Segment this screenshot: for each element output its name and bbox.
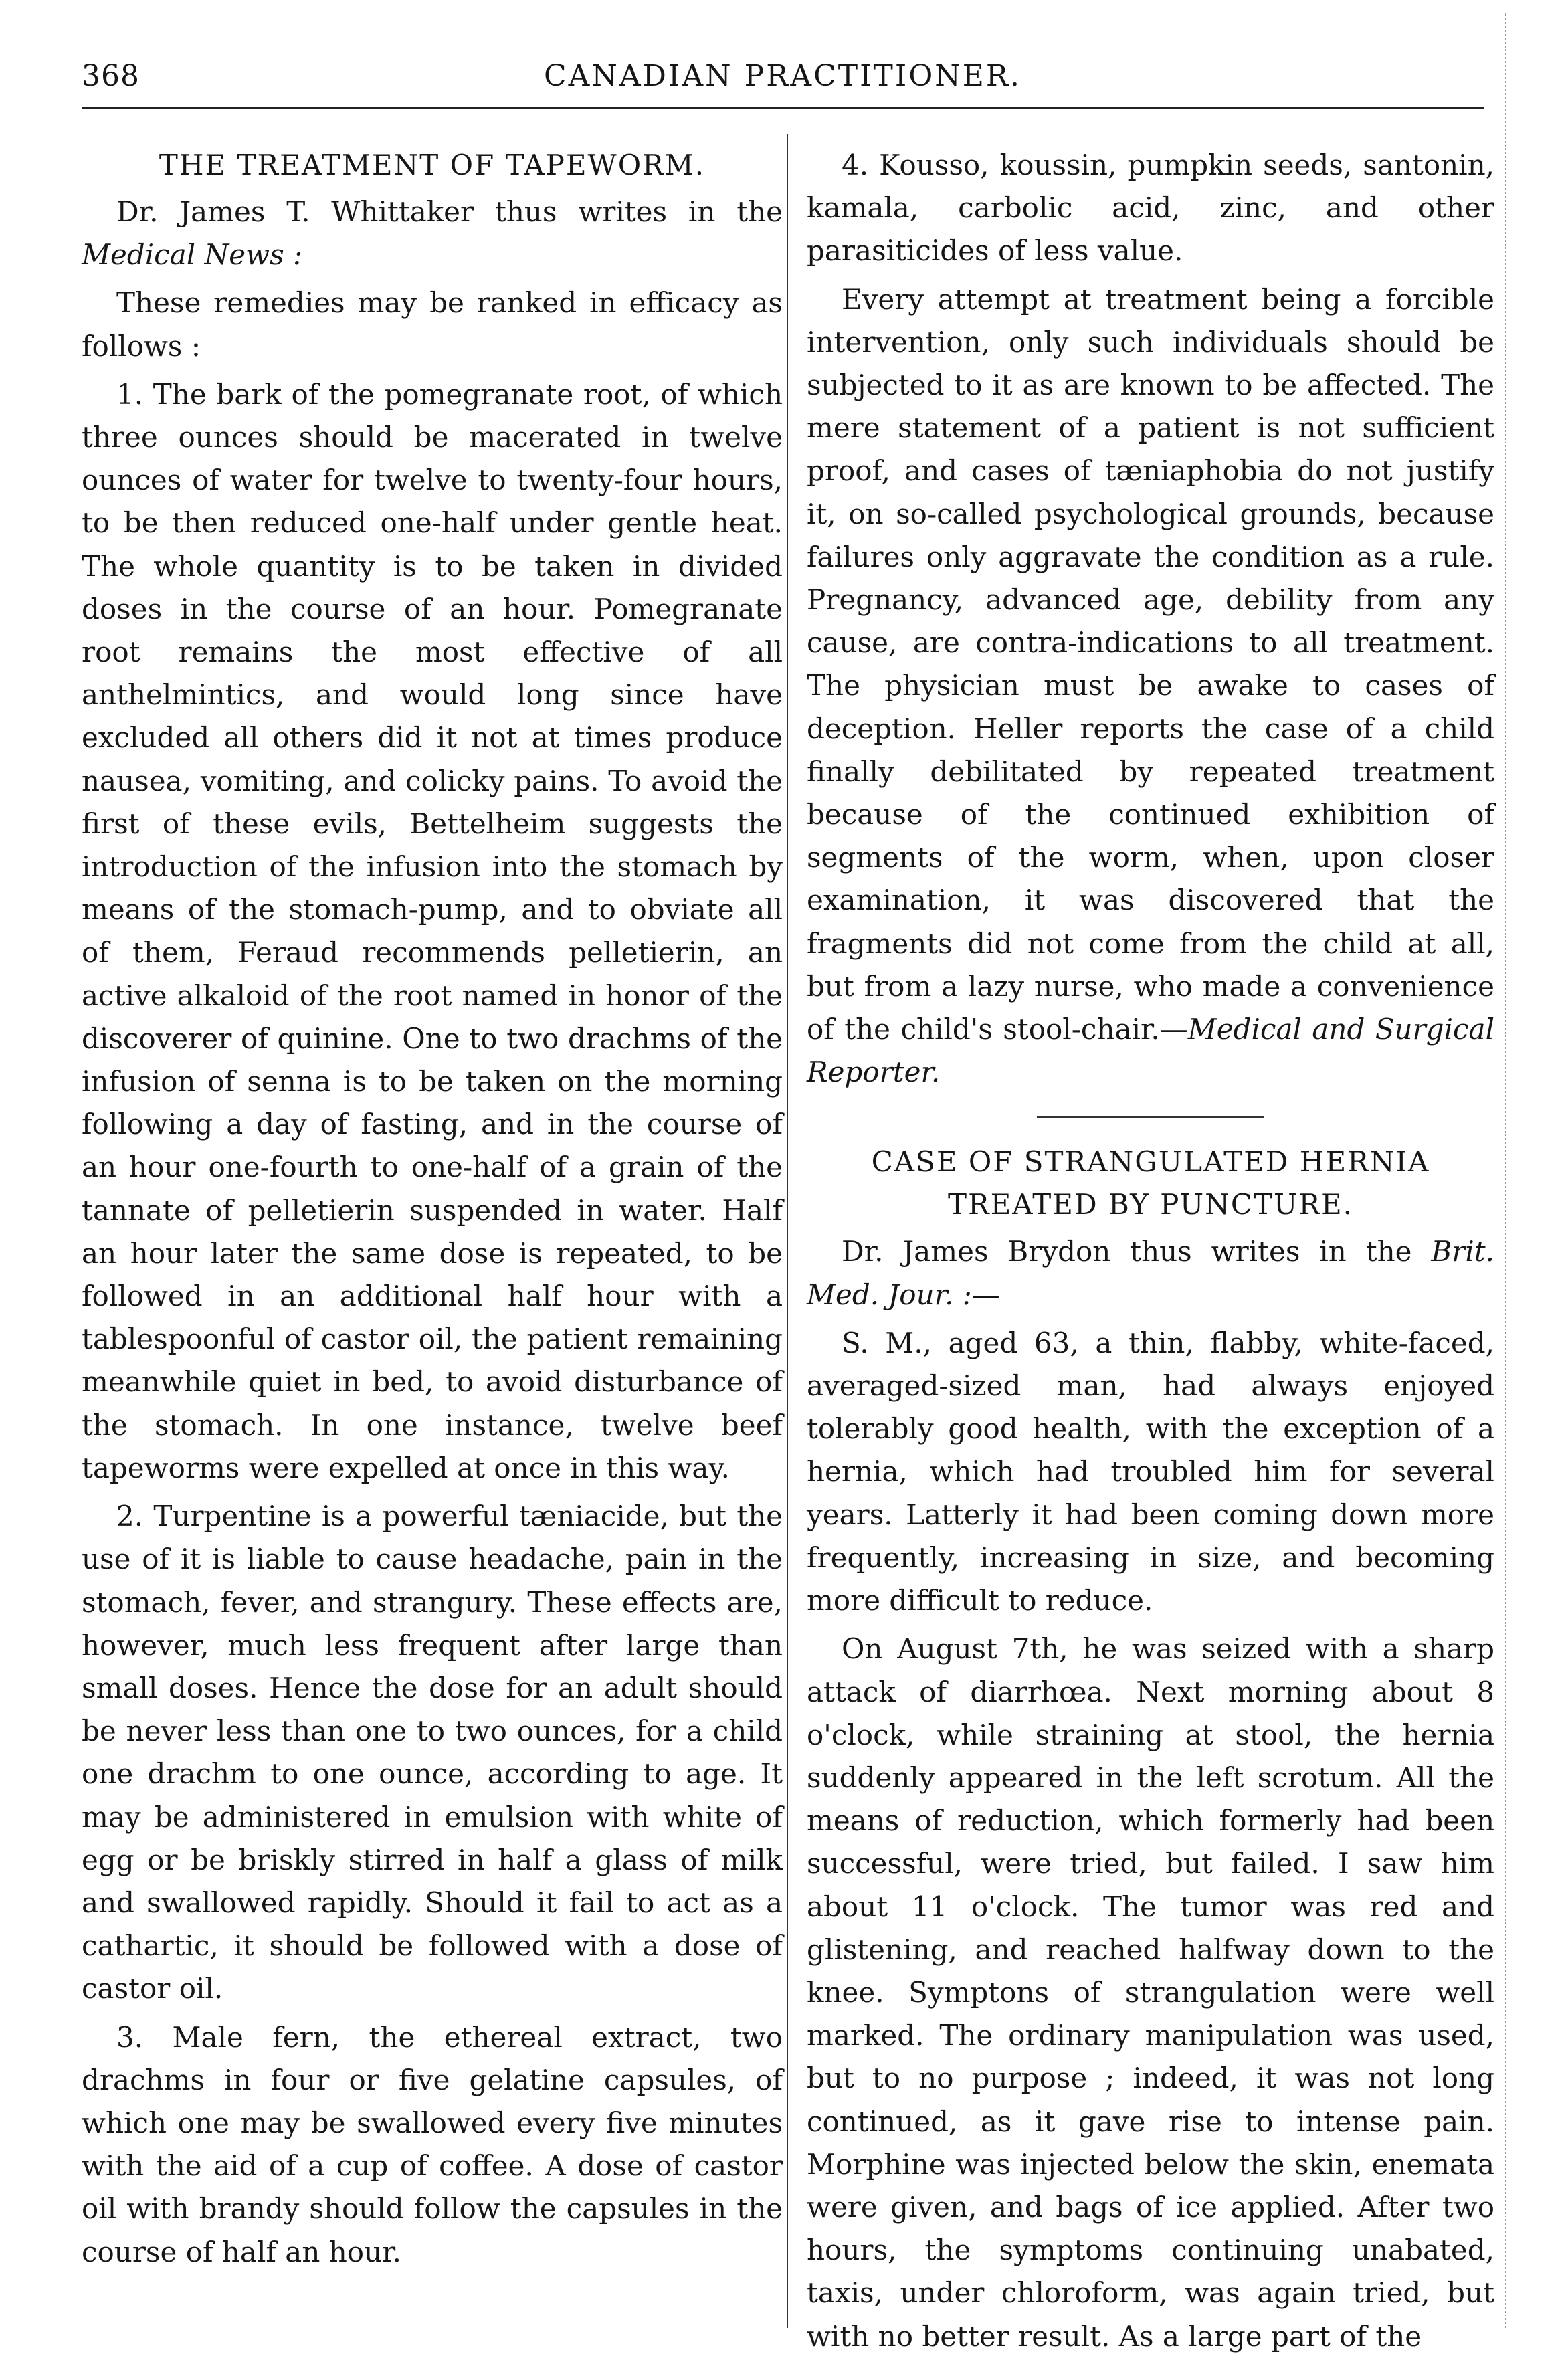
paragraph-turpentine: 2. Turpentine is a powerful tæniacide, but the use of it is liable to cause headache, pain in the stomach, fever, and strangury. These effects are, however, much less frequent after large than small doses. Hence the dose for an adult should be never less than one to two ounces, for a child one drachm to one ounce, according to age. It may be administered in emulsion with white of egg or be briskly stirred in half a glass of milk and swallowed rapidly. Should it fail to act as a cathartic, it should be followed with a dose of castor oil. [82,1500,783,2005]
paragraph-ranked: These remedies may be ranked in efficacy as follows : [82,286,783,363]
intro-text: Dr. James T. Whittaker thus writes in the [116,195,783,228]
paragraph-patient: S. M., aged 63, a thin, flabby, white-faced, averaged-sized man, had always enjoyed tolerably good health, with the exception of a hernia, which had troubled him for several years. Latterly it had been coming down more frequently, increasing in size, and becoming more difficult to reduce. [807,1326,1494,1617]
section-divider [1037,1116,1264,1118]
paragraph-treatment [807,278,1494,1094]
hernia-intro-source: Brit. Med. Jour. :— [807,1235,1495,1311]
article-intro-hernia [807,1230,1494,1316]
left-column [82,144,783,2279]
paragraph-august: On August 7th, he was seized with a sharp attack of diarrhœa. Next morning about 8 o'clock, while straining at stool, the hernia suddenly appeared in the left scrotum. All the means of reduction, which formerly had been successful, were tried, but failed. I saw him about 11 o'clock. The tumor was red and glistening, and reached halfway down to the knee. Symptons of strangulation were well marked. The ordinary manipulation was used, but to no purpose ; indeed, it was not long continued, as it gave rise to intense pain. Morphine was injected below the skin, enemata were given, and bags of ice applied. After two hours, the symptoms continuing unabated, taxis, under chloroform, was again tried, but with no better result. As a large part of the [807,1632,1494,2353]
page-number: 368 [82,59,140,93]
article-title-tapeworm: THE TREATMENT OF TAPEWORM. [159,149,706,181]
running-head [82,59,1484,106]
article-intro [82,191,783,276]
treatment-source: Medical and Surgical Reporter. [807,1013,1494,1089]
page-edge [1505,13,1506,2328]
treatment-text: Every attempt at treatment being a forcible intervention, only such individuals should be subjected to it as are known to be affected. The mere statement of a patient is not sufficient proof, and cases of tæniaphobia do not justify it, on so-called psychological grounds, because failures only aggravate the condition as a rule. Pregnancy, advanced age, debility from any cause, are contra-indications to all treatment. The physician must be awake to cases of deception. Heller reports the case of a child finally debilitated by repeated treatment because of the continued exhibition of segments of the worm, when, upon closer examination, it was discovered that the fragments did not come from the child at all, but from a lazy nurse, who made a convenience of the child's stool-chair.— [807,282,1494,1046]
article-title-hernia-line2: TREATED BY PUNCTURE. [947,1188,1354,1221]
paragraph-male-fern: 3. Male fern, the ethereal extract, two drachms in four or five gelatine capsules, of which one may be swallowed every five minutes with the aid of a cup of coffee. A dose of castor oil with brandy should follow the capsules in the course of half an hour. [82,2020,783,2268]
paragraph-pomegranate: 1. The bark of the pomegranate root, of which three ounces should be macerated in twelve ounces of water for twelve to twenty-four hours, to be then reduced one-half under gentle heat. The whole quantity is to be taken in divided doses in the course of an hour. Pomegranate root remains the most effective of all anthelmintics, and would long since have excluded all others did it not at times produce nausea, vomiting, and colicky pains. To avoid the first of these evils, Bettelheim suggests the introduction of the infusion into the stomach by means of the stomach-pump, and to obviate all of them, Feraud recommends pelletierin, an active alkaloid of the root named in honor of the discoverer of quinine. One to two drachms of the infusion of senna is to be taken on the morning following a day of fasting, and in the course of an hour one-fourth to one-half of a grain of the tannate of pelletierin suspended in water. Half an hour later the same dose is repeated, to be followed in an additional half hour with a tablespoonful of castor oil, the patient remaining meanwhile quiet in bed, to avoid disturbance of the stomach. In one instance, twelve beef tapeworms were expelled at once in this way. [82,377,783,1484]
column-divider [787,134,788,2328]
article-title-hernia-line1: CASE OF STRANGULATED HERNIA [871,1145,1430,1179]
paragraph-kousso: 4. Kousso, koussin, pumpkin seeds, santonin, kamala, carbolic acid, zinc, and other parasiticides of less value. [807,149,1494,268]
journal-title: CANADIAN PRACTITIONER. [543,59,1022,93]
intro-source: Medical News : [82,238,303,272]
right-column [807,144,1494,2363]
hernia-intro-text: Dr. James Brydon thus writes in the [842,1235,1412,1268]
header-rule [82,107,1484,109]
